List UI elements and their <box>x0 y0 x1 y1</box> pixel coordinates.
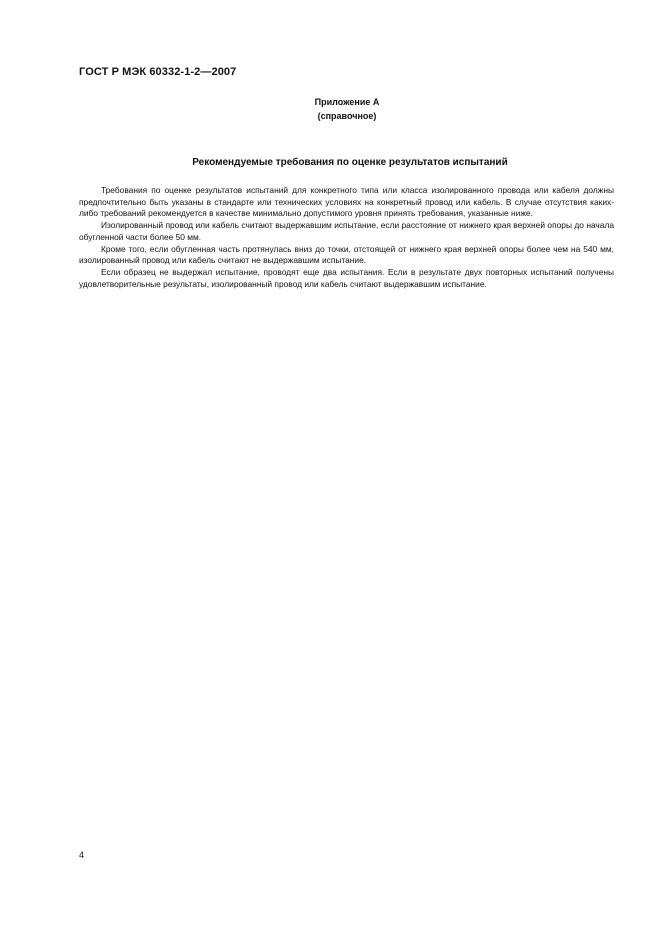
document-header: ГОСТ Р МЭК 60332-1-2—2007 <box>79 66 237 78</box>
body-text <box>79 185 614 290</box>
paragraph: Кроме того, если обугленная часть протянулась вниз до точки, отстоящей от нижнего края верхней опоры более чем на 540 мм, изолированный провод или кабель считают не выдержавшим испытание. <box>79 243 614 266</box>
appendix-type: (справочное) <box>317 111 377 121</box>
appendix-heading <box>240 95 454 123</box>
page-number: 4 <box>79 850 85 860</box>
section-title: Рекомендуемые требования по оценке результатов испытаний <box>192 157 508 168</box>
paragraph: Изолированный провод или кабель считают выдержавшим испытание, если расстояние от нижнего края верхней опоры до начала обугленной части более 50 мм. <box>79 220 614 242</box>
appendix-label: Приложение А <box>314 97 380 107</box>
paragraph: Если образец не выдержал испытание, проводят еще два испытания. Если в результате двух повторных испытаний получены удовлетворительные результаты, изолированный провод или кабель считают выдержавшим испытание. <box>79 266 614 289</box>
paragraph: Требования по оценке результатов испытаний для конкретного типа или класса изолированного провода или кабеля должны предпочтительно быть указаны в стандарте или технических условиях на конкретный провод или кабель. В случае отсутствия каких-либо требований рекомендуется в качестве минимально допустимого уровня принять требования, указанные ниже. <box>79 185 614 219</box>
